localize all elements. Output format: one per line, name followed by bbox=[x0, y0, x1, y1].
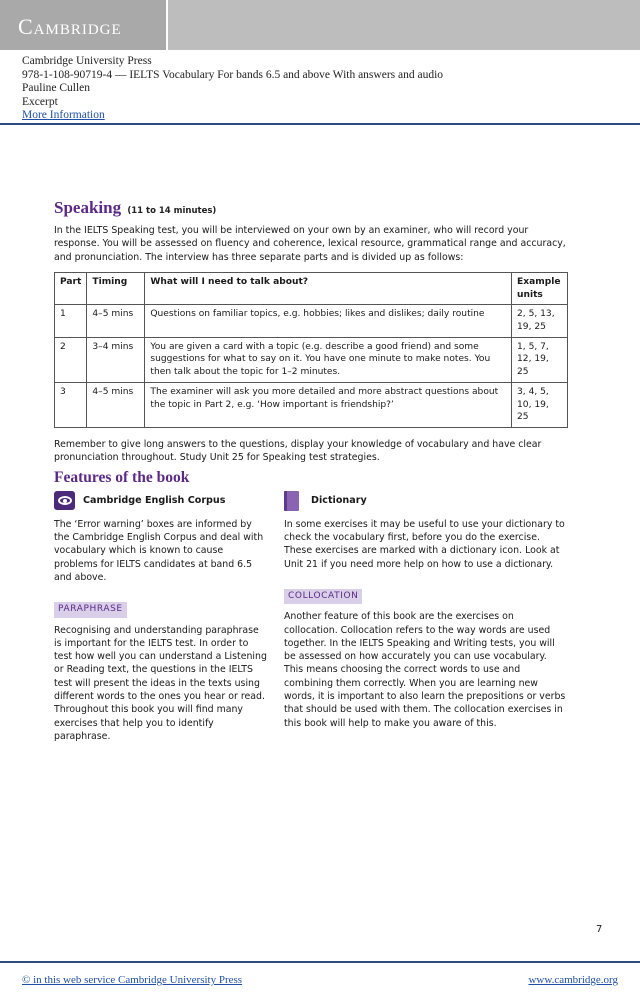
table-row bbox=[55, 305, 568, 337]
corpus-text: The ‘Error warning’ boxes are informed by the Cambridge English Corpus and deal with vocabulary which is known to cause problems for IELTS candidates at band 6.5 and above. bbox=[54, 518, 264, 583]
corpus-heading: Cambridge English Corpus bbox=[83, 495, 226, 507]
row-timing: 4–5 mins bbox=[87, 382, 145, 427]
remember-note: Remember to give long answers to the questions, display your knowledge of vocabulary and have clear pronunciation throughout. Study Unit 25 for Speaking test strategies. bbox=[54, 438, 542, 464]
row-topic: Questions on familiar topics, e.g. hobbies; likes and dislikes; daily routine bbox=[145, 305, 512, 337]
table-row bbox=[55, 382, 568, 427]
speaking-heading: Speaking bbox=[54, 198, 122, 217]
row-part: 3 bbox=[55, 382, 87, 427]
speaking-intro: In the IELTS Speaking test, you will be interviewed on your own by an examiner, who will record your response. You will be assessed on fluency and coherence, lexical resource, grammatical range and accuracy, and pronunciation. The interview has three separate parts and is divided up as follows: bbox=[54, 225, 566, 263]
collocation-tag: COLLOCATION bbox=[284, 589, 362, 604]
speaking-parts-table bbox=[54, 272, 568, 428]
table-header-row bbox=[55, 272, 568, 304]
page-content bbox=[54, 198, 568, 743]
header-rule bbox=[0, 123, 640, 125]
isbn-title: 978-1-108-90719-4 — IELTS Vocabulary For bands 6.5 and above With answers and audio bbox=[22, 68, 444, 81]
brand-box bbox=[0, 0, 168, 50]
author: Pauline Cullen bbox=[22, 82, 91, 95]
corpus-heading-row bbox=[54, 490, 268, 512]
header-part: Part bbox=[55, 272, 87, 304]
publisher: Cambridge University Press bbox=[22, 55, 152, 67]
collocation-text: Another feature of this book are the exercises on collocation. Collocation refers to the way words are used together. In the IELTS Speaking and Writing tests, you will be assessed on how accurately you can use vocabulary. This means choosing the correct words to use and combining them correctly. When you are learning new words, it is important to also learn the prepositions or verbs that should be used with them. The collocation exercises in this book will help to make you aware of this. bbox=[284, 611, 566, 729]
paraphrase-text: Recognising and understanding paraphrase is important for the IELTS test. In order to test how well you can understand a Listening or Reading text, the questions in the IELTS test will present the ideas in the texts using different words to the ones you hear or read. Throughout this book you will find many exercises that help you to identify paraphrase. bbox=[54, 624, 267, 742]
row-units: 1, 5, 7, 12, 19, 25 bbox=[512, 337, 568, 382]
book-meta bbox=[22, 55, 443, 123]
row-topic: The examiner will ask you more detailed and more abstract questions about the topic in Part 2, e.g. ‘How important is friendship?’ bbox=[145, 382, 512, 427]
dictionary-heading: Dictionary bbox=[311, 495, 367, 507]
dictionary-text: In some exercises it may be useful to use your dictionary to check the vocabulary first, before you do the exercise. These exercises are marked with a dictionary icon. Look at Unit 21 if you need more help on how to use a dictionary. bbox=[284, 518, 565, 570]
speaking-title bbox=[54, 198, 568, 221]
row-timing: 4–5 mins bbox=[87, 305, 145, 337]
dictionary-book-icon bbox=[284, 491, 299, 511]
row-topic: You are given a card with a topic (e.g. describe a good friend) and some suggestions for what to say on it. You have one minute to make notes. You then talk about the topic for 1–2 minutes. bbox=[145, 337, 512, 382]
row-units: 2, 5, 13, 19, 25 bbox=[512, 305, 568, 337]
cambridge-logo: Cambridge bbox=[18, 14, 122, 39]
row-timing: 3–4 mins bbox=[87, 337, 145, 382]
copyright-link[interactable]: © in this web service Cambridge University Press bbox=[22, 974, 243, 986]
page-number: 7 bbox=[596, 924, 603, 935]
brand-bar bbox=[0, 0, 640, 50]
dictionary-heading-row bbox=[284, 490, 568, 512]
excerpt-label: Excerpt bbox=[22, 95, 58, 108]
features-left-column bbox=[54, 490, 268, 743]
features-columns bbox=[54, 490, 568, 743]
table-row bbox=[55, 337, 568, 382]
features-title: Features of the book bbox=[54, 468, 190, 486]
cambridge-website-link[interactable]: www.cambridge.org bbox=[528, 974, 618, 986]
row-units: 3, 4, 5, 10, 19, 25 bbox=[512, 382, 568, 427]
eye-icon bbox=[54, 491, 75, 510]
header-timing: Timing bbox=[87, 272, 145, 304]
header-units: Example units bbox=[512, 272, 568, 304]
row-part: 1 bbox=[55, 305, 87, 337]
paraphrase-tag: PARAPHRASE bbox=[54, 602, 127, 617]
features-right-column bbox=[284, 490, 568, 743]
speaking-duration: (11 to 14 minutes) bbox=[127, 206, 217, 216]
more-information-link[interactable]: More Information bbox=[22, 109, 105, 122]
header-topic: What will I need to talk about? bbox=[145, 272, 512, 304]
footer-rule bbox=[0, 961, 640, 963]
row-part: 2 bbox=[55, 337, 87, 382]
